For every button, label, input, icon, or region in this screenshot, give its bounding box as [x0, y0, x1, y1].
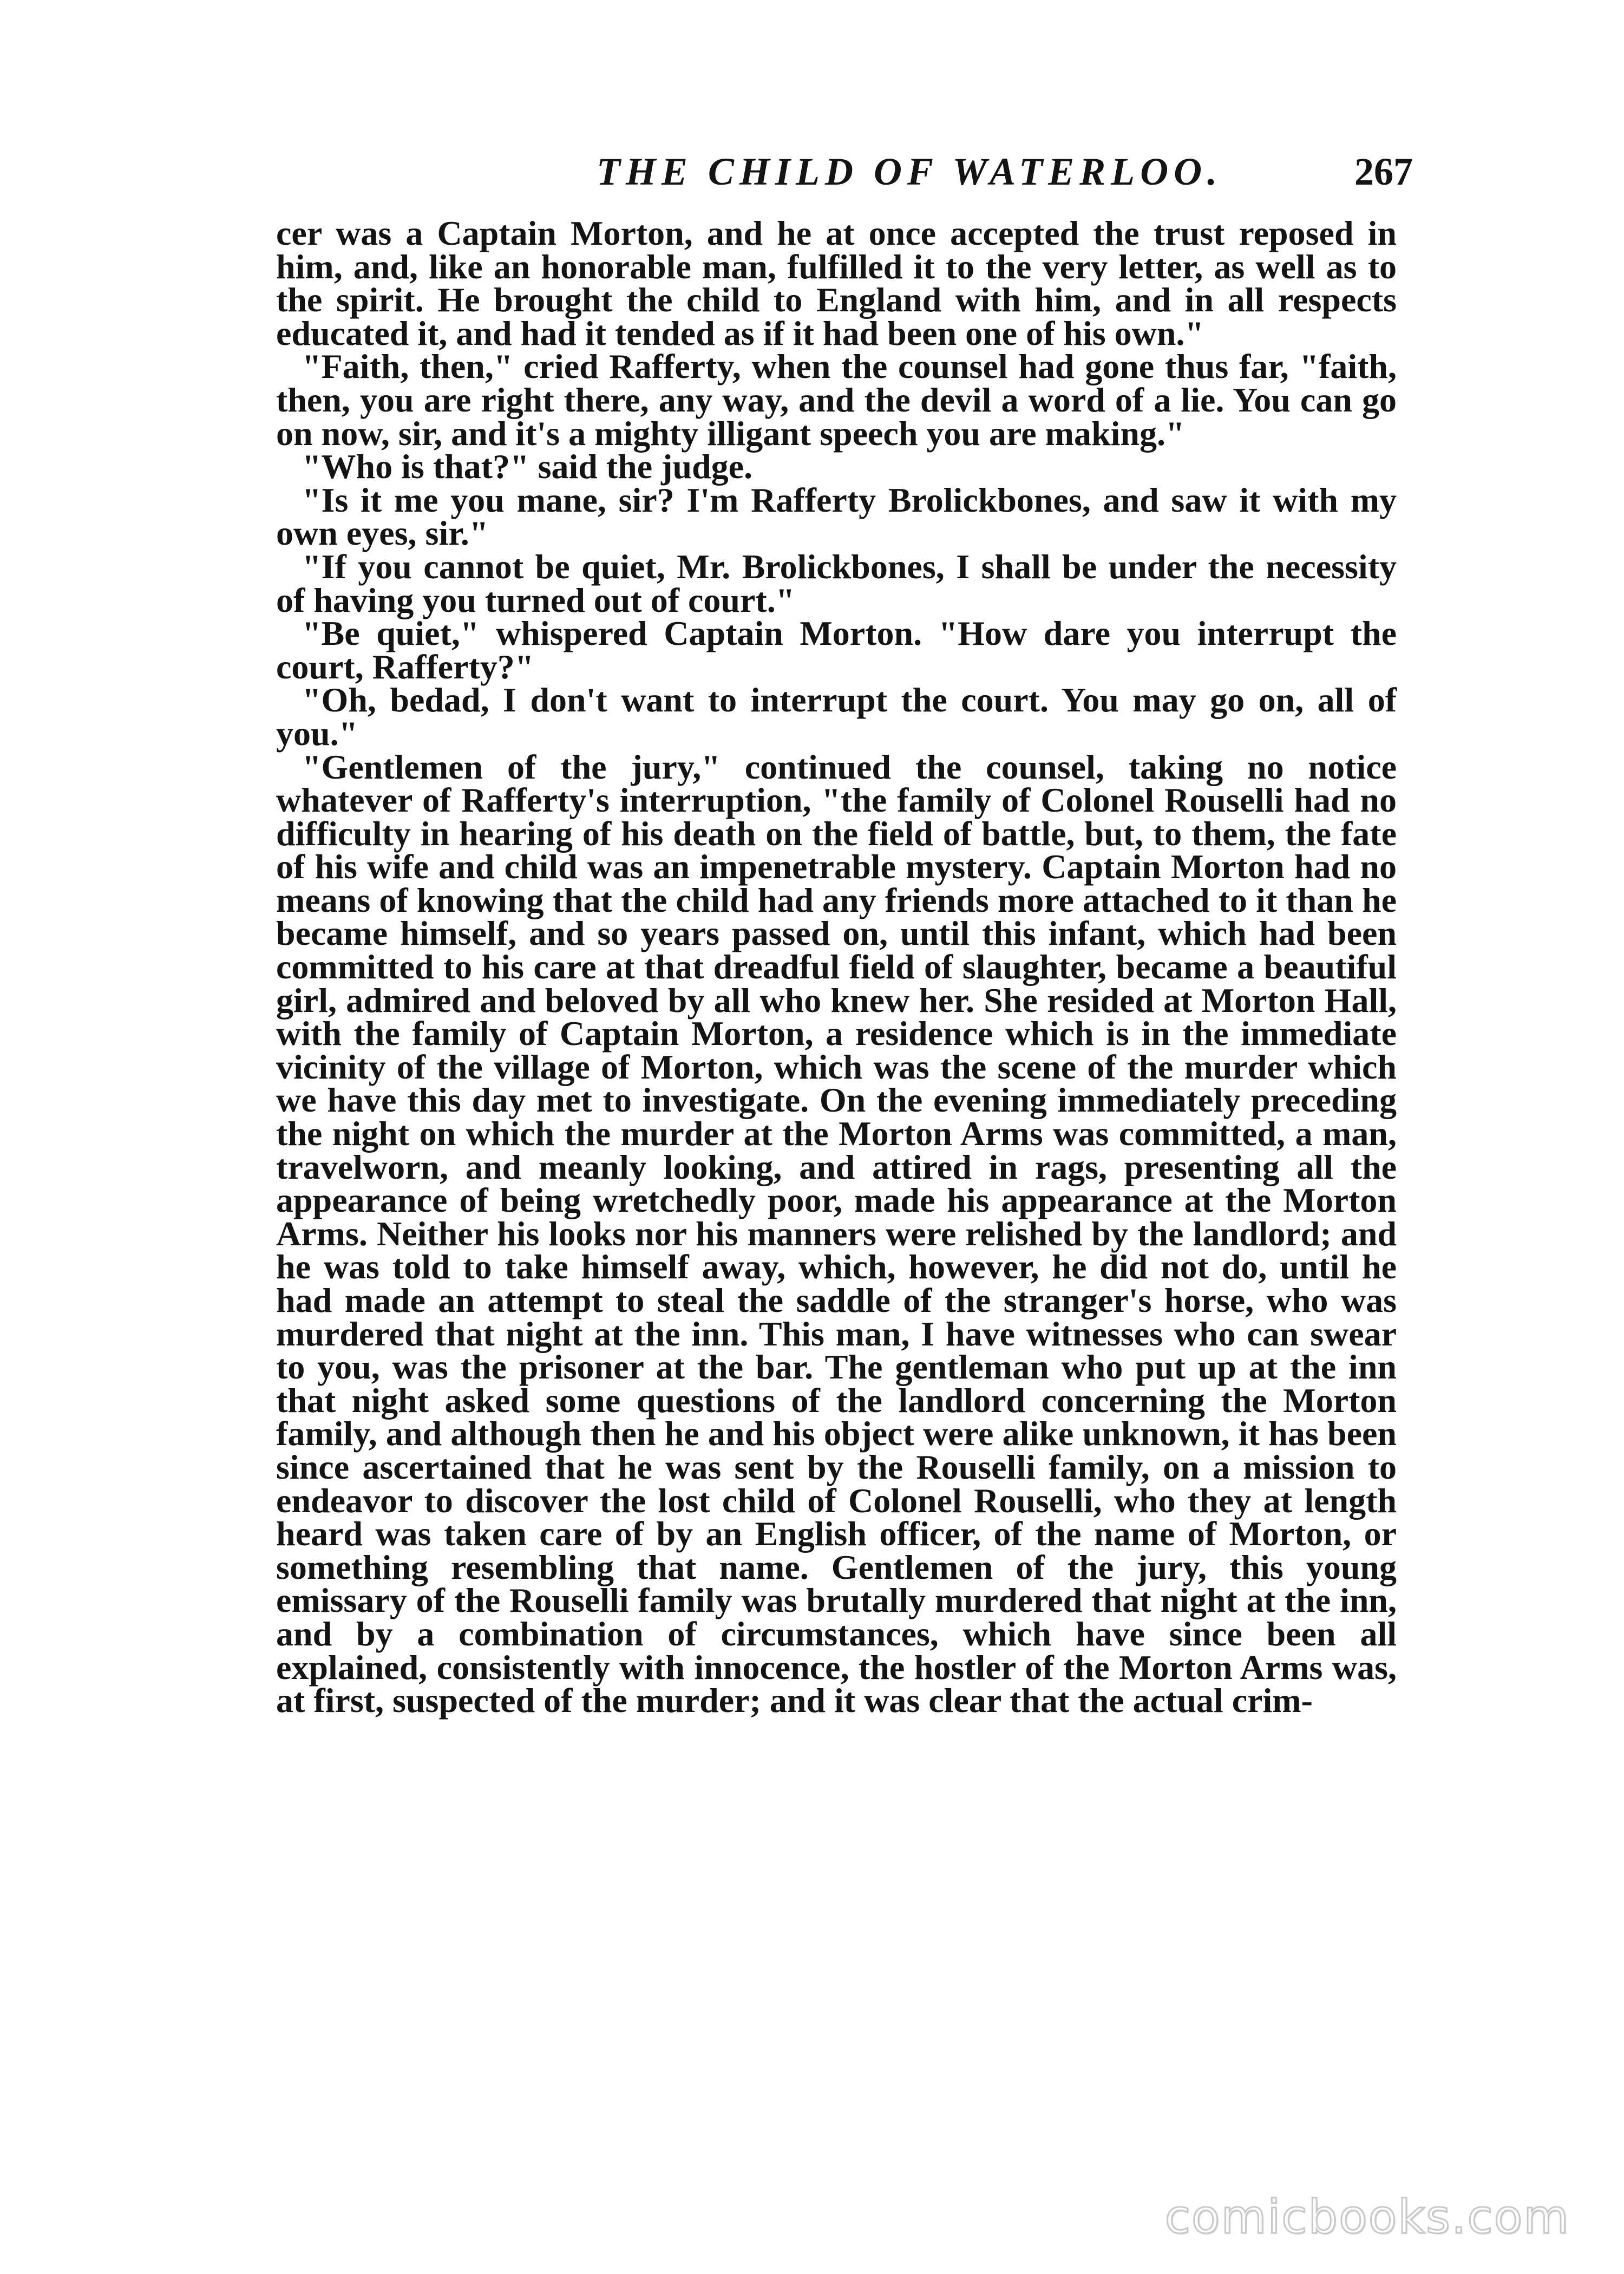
body-text — [276, 214, 1397, 1720]
paragraph-continuation: cer was a Captain Morton, and he at once accepted the trust reposed in him, and, like an honorable man, fulfilled it to the very letter, as well as to the spirit. He brought the child to England with him, and in all respects educated it, and had it tended as if it had been one of his own." — [276, 214, 1397, 352]
running-title: THE CHILD OF WATERLOO. — [596, 150, 1223, 193]
paragraph-captain-whisper: "Be quiet," whispered Captain Morton. "How dare you interrupt the court, Rafferty?" — [276, 614, 1397, 686]
running-head — [276, 142, 1413, 201]
page-number: 267 — [1354, 150, 1413, 193]
paragraph-rafferty-bedad: "Oh, bedad, I don't want to interrupt the court. You may go on, all of you." — [276, 681, 1397, 753]
paragraph-counsel-speech: "Gentlemen of the jury," continued the counsel, taking no notice whatever of Rafferty's interruption, "the family of Colonel Rouselli had no difficulty in hearing of his death on the field of battle, but, to them, the fate of his wife and child was an impenetrable mystery. Captain Morton had no means of knowing that the child had any friends more attached to it than he became himself, and so years passed on, until this infant, which had been committed to his care at that dreadful field of slaughter, became a beautiful girl, admired and beloved by all who knew her. She resided at Morton Hall, with the family of Captain Morton, a residence which is in the immediate vicinity of the village of Morton, which was the scene of the murder which we have this day met to investigate. On the evening immediately preceding the night on which the murder at the Morton Arms was committed, a man, travelworn, and meanly looking, and attired in rags, presenting all the appearance of being wretchedly poor, made his appearance at the Morton Arms. Neither his looks nor his manners were relished by the landlord; and he was told to take himself away, which, however, he did not do, until he had made an attempt to steal the saddle of the stranger's horse, who was murdered that night at the inn. This man, I have witnesses who can swear to you, was the prisoner at the bar. The gentleman who put up at the inn that night asked some questions of the landlord concerning the Morton family, and although then he and his object were alike unknown, it has been since ascertained that he was sent by the Rouselli family, on a mission to endeavor to discover the lost child of Colonel Rouselli, who they at length heard was taken care of by an English officer, of the name of Morton, or something resembling that name. Gentlemen of the jury, this young emissary of the Rouselli family was brutally murdered that night at the inn, and by a combination of circumstances, which have since been all explained, consistently with innocence, the hostler of the Morton Arms was, at first, suspected of the murder; and it was clear that the actual crim- — [276, 747, 1397, 1720]
paragraph-judge-warning: "If you cannot be quiet, Mr. Brolickbones, I shall be under the necessity of having you turned out of court." — [276, 547, 1397, 619]
paragraph-rafferty-reply: "Is it me you mane, sir? I'm Rafferty Brolickbones, and saw it with my own eyes, sir." — [276, 480, 1397, 553]
paragraph-judge-question: "Who is that?" said the judge. — [302, 447, 753, 486]
watermark-logo: comicbooks.com — [1164, 2190, 1570, 2244]
paragraph-rafferty-faith: "Faith, then," cried Rafferty, when the counsel had gone thus far, "faith, then, you are right there, any way, and the devil a word of a lie. You can go on now, sir, and it's a mighty illigant speech you are making." — [276, 347, 1397, 453]
